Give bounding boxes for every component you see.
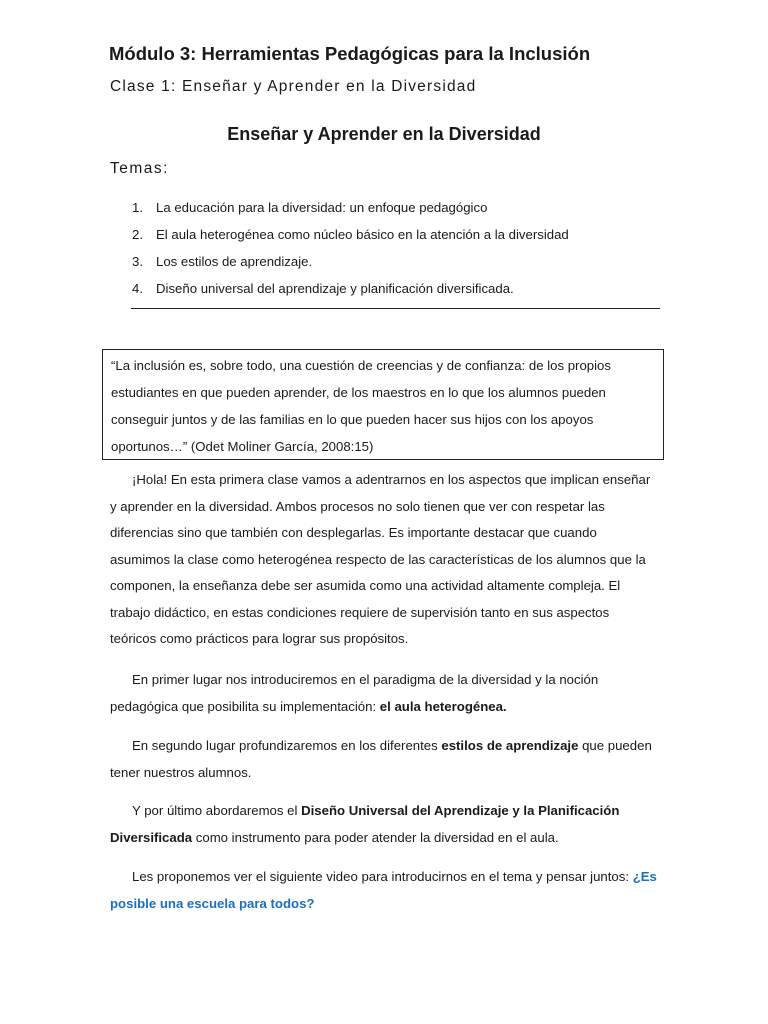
intro-paragraph-text: ¡Hola! En esta primera clase vamos a adentrarnos en los aspectos que implican enseñar y aprender en la diversidad. Ambos procesos no solo tienen que ver con respetar las diferencias sino que también con desplegarlas. Es importante destacar que cuando asumimos la clase como heterogénea respecto de las características de los alumnos que la componen, la enseñanza debe ser asumida como una actividad altamente compleja. El trabajo didáctico, en estas condiciones requiere de supervisión tanto en sus aspectos teóricos como prácticos para lograr sus propósitos. (110, 472, 651, 646)
topic-item (132, 226, 569, 253)
module-title: Módulo 3: Herramientas Pedagógicas para la Inclusión (109, 43, 591, 64)
intro-paragraph (110, 467, 658, 653)
video-link[interactable]: ¿Es posible una escuela para todos? (110, 869, 657, 911)
paragraph-universal-design (110, 798, 658, 851)
topic-item (132, 253, 569, 280)
paragraph-text: Y por último abordaremos el (132, 803, 302, 818)
bold-term: estilos de aprendizaje (441, 738, 579, 753)
horizontal-divider (131, 308, 660, 309)
bold-term: Diseño Universal del Aprendizaje y la Planificación Diversificada (110, 803, 620, 845)
paragraph-text: En primer lugar nos introduciremos en el paradigma de la diversidad y la noción pedagógica que posibilita su implementación: (110, 672, 599, 714)
topic-number: 3. (132, 254, 143, 269)
topic-text: Los estilos de aprendizaje. (156, 254, 313, 269)
paragraph-text: que pueden tener nuestros alumnos. (110, 738, 652, 780)
paragraph-video (110, 864, 658, 917)
topic-list (132, 199, 569, 307)
topic-text: Diseño universal del aprendizaje y planificación diversificada. (156, 281, 514, 296)
topic-number: 4. (132, 281, 143, 296)
topic-number: 1. (132, 200, 143, 215)
class-subtitle: Clase 1: Enseñar y Aprender en la Diversidad (110, 78, 477, 95)
paragraph-text: como instrumento para poder atender la diversidad en el aula. (192, 829, 559, 845)
bold-term: el aula heterogénea. (379, 698, 507, 714)
topic-number: 2. (132, 227, 143, 242)
paragraph-learning-styles (110, 733, 658, 786)
quote-box (102, 349, 664, 460)
topics-label: Temas: (110, 160, 169, 177)
topic-text: La educación para la diversidad: un enfoque pedagógico (156, 200, 488, 215)
document-title: Enseñar y Aprender en la Diversidad (227, 124, 541, 144)
topic-item (132, 280, 569, 307)
paragraph-text: Les proponemos ver el siguiente video para introducirnos en el tema y pensar juntos: (132, 869, 633, 884)
paragraph-heterogeneous-classroom (110, 667, 658, 720)
topic-text: El aula heterogénea como núcleo básico en la atención a la diversidad (156, 227, 569, 242)
topic-item (132, 199, 569, 226)
quote-text: “La inclusión es, sobre todo, una cuestión de creencias y de confianza: de los propios estudiantes en que pueden aprender, de los maestros en lo que los alumnos pueden conseguir juntos y de las familias en lo que pueden hacer sus hijos con los apoyos oportunos…” (Odet Moliner García, 2008:15) (111, 358, 611, 454)
paragraph-text: En segundo lugar profundizaremos en los diferentes (132, 738, 442, 753)
